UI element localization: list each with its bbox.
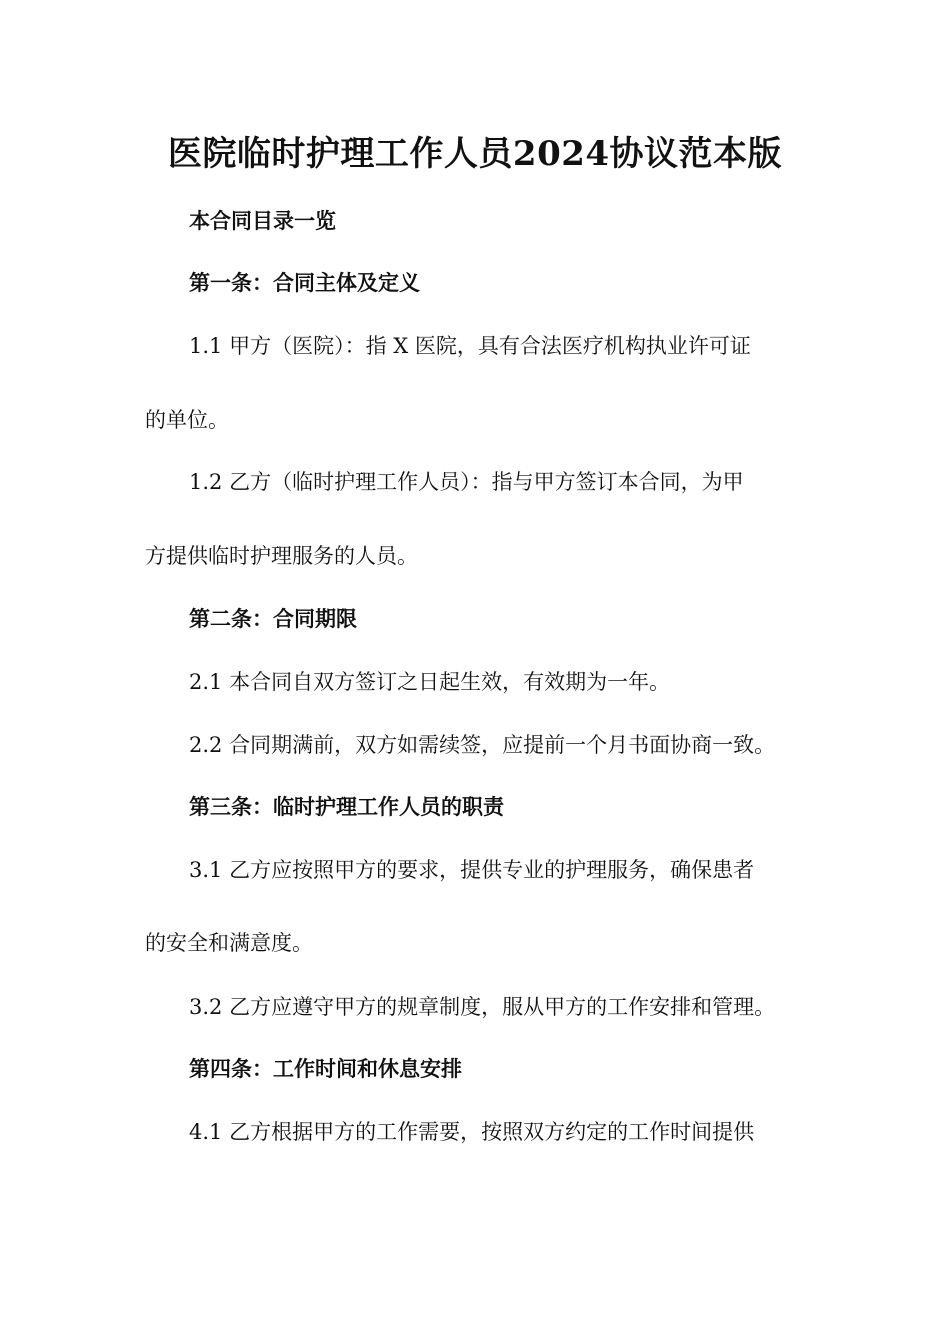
article-2-heading: 第二条：合同期限 [189, 606, 357, 631]
clause-3-1-line-1: 3.1 乙方应按照甲方的要求，提供专业的护理服务，确保患者 [189, 858, 755, 882]
clause-1-1-line-1: 1.1 甲方（医院）：指 X 医院，具有合法医疗机构执业许可证 [189, 334, 751, 358]
clause-4-1-line-1: 4.1 乙方根据甲方的工作需要，按照双方约定的工作时间提供 [189, 1120, 755, 1144]
clause-2-1: 2.1 本合同自双方签订之日起生效，有效期为一年。 [189, 670, 671, 694]
clause-2-2: 2.2 合同期满前，双方如需续签，应提前一个月书面协商一致。 [189, 733, 776, 757]
document-title: 医院临时护理工作人员2024协议范本版 [167, 134, 783, 174]
clause-1-2-line-2: 方提供临时护理服务的人员。 [145, 544, 418, 568]
article-3-heading: 第三条：临时护理工作人员的职责 [189, 794, 504, 819]
clause-3-1-line-2: 的安全和满意度。 [145, 931, 313, 955]
clause-1-1-line-2: 的单位。 [145, 408, 229, 432]
article-1-heading: 第一条：合同主体及定义 [189, 270, 420, 295]
article-4-heading: 第四条：工作时间和休息安排 [189, 1056, 462, 1081]
clause-1-2-line-1: 1.2 乙方（临时护理工作人员）：指与甲方签订本合同，为甲 [189, 470, 744, 494]
clause-3-2: 3.2 乙方应遵守甲方的规章制度，服从甲方的工作安排和管理。 [189, 995, 776, 1019]
toc-heading: 本合同目录一览 [189, 208, 336, 233]
